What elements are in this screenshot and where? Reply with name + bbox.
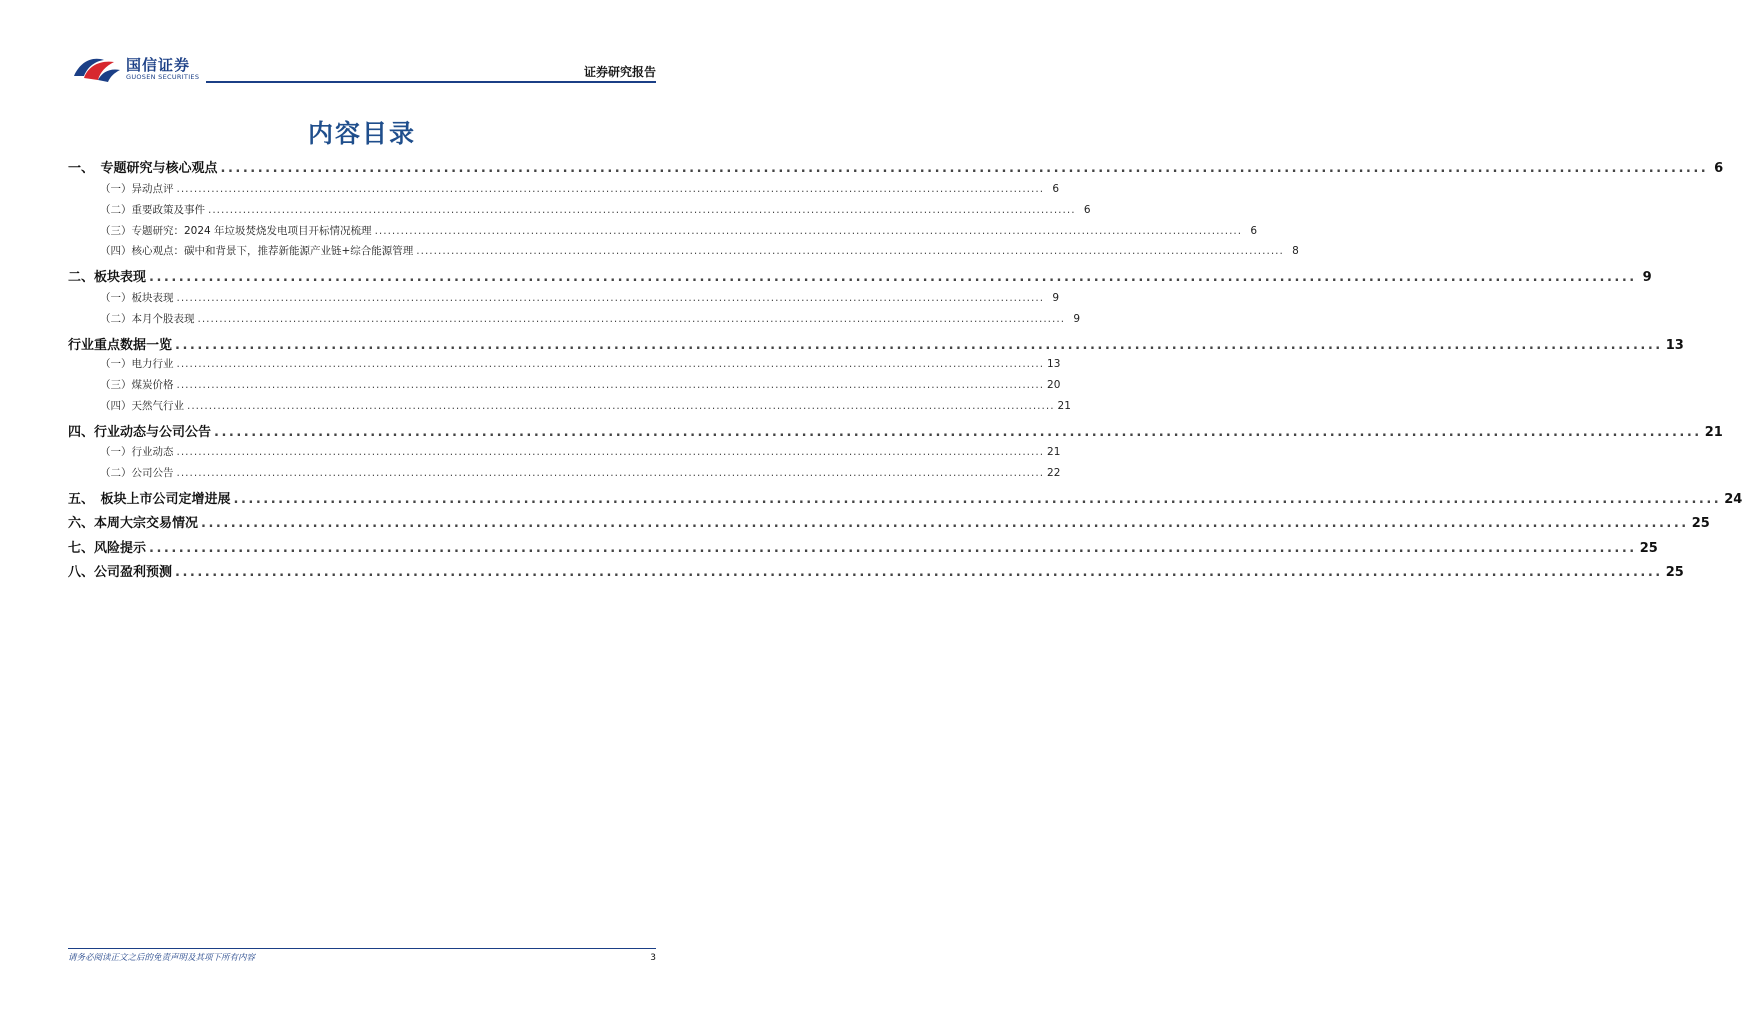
- toc-page-number: 6: [1083, 204, 1091, 216]
- toc-section-entry[interactable]: [68, 421, 1723, 440]
- toc-page-number: 6: [1714, 161, 1724, 176]
- toc-entry-title: 五、 板块上市公司定增进展: [68, 492, 231, 507]
- toc-entry-title: （四）天然气行业: [100, 400, 184, 412]
- toc-dot-leader: ........................................................................................................................................................................................................: [197, 313, 1066, 325]
- toc-subsection-entry[interactable]: [68, 181, 1060, 196]
- toc-page-number: 21: [1704, 425, 1723, 440]
- toc-entry-title: （一）行业动态: [100, 446, 174, 458]
- toc-entry-title: （一）异动点评: [100, 183, 174, 195]
- toc-dot-leader: ........................................................................................................................................................................................................: [176, 379, 1045, 391]
- toc-subsection-entry[interactable]: [68, 398, 1071, 413]
- header-divider: [206, 81, 656, 83]
- toc-page-number: 25: [1639, 541, 1658, 556]
- toc-dot-leader: ........................................................................................................................................................................................................: [175, 338, 1663, 353]
- toc-subsection-entry[interactable]: [68, 356, 1061, 371]
- toc-section-entry[interactable]: [68, 561, 1684, 580]
- logo-chinese-name: 国信证券: [126, 56, 191, 74]
- toc-page-number: 6: [1250, 225, 1258, 237]
- toc-entry-title: 四、行业动态与公司公告: [68, 425, 212, 440]
- toc-section-entry[interactable]: [68, 157, 1724, 176]
- toc-entry-title: （二）公司公告: [100, 467, 174, 479]
- toc-subsection-entry[interactable]: [68, 444, 1061, 459]
- toc-dot-leader: ........................................................................................................................................................................................................: [214, 425, 1702, 440]
- toc-section-entry[interactable]: [68, 488, 1742, 507]
- toc-page-number: 6: [1052, 183, 1060, 195]
- toc-page-number: 9: [1073, 313, 1081, 325]
- toc-entry-title: （二）本月个股表现: [100, 313, 195, 325]
- toc-section-entry[interactable]: [68, 512, 1710, 531]
- toc-page-number: 21: [1057, 400, 1071, 412]
- toc-entry-title: （二）重要政策及事件: [100, 204, 205, 216]
- toc-entry-title: 七、风险提示: [68, 541, 147, 556]
- toc-dot-leader: ........................................................................................................................................................................................................: [201, 516, 1689, 531]
- toc-entry-title: （四）核心观点：碳中和背景下，推荐新能源产业链+综合能源管理: [100, 245, 414, 257]
- toc-dot-leader: ........................................................................................................................................................................................................: [374, 225, 1243, 237]
- toc-entry-title: 一、 专题研究与核心观点: [68, 161, 218, 176]
- toc-section-entry[interactable]: [68, 266, 1652, 285]
- toc-dot-leader: ........................................................................................................................................................................................................: [187, 400, 1055, 412]
- toc-dot-leader: ........................................................................................................................................................................................................: [220, 161, 1709, 176]
- toc-subsection-entry[interactable]: [68, 223, 1258, 238]
- toc-page-number: 9: [1642, 270, 1652, 285]
- page-number: 3: [650, 953, 656, 963]
- toc-page-number: 22: [1047, 467, 1061, 479]
- page-header: [0, 0, 724, 90]
- toc-dot-leader: ........................................................................................................................................................................................................: [149, 541, 1637, 556]
- toc-subsection-entry[interactable]: [68, 465, 1061, 480]
- toc-dot-leader: ........................................................................................................................................................................................................: [176, 292, 1045, 304]
- toc-subsection-entry[interactable]: [68, 377, 1061, 392]
- toc-section-entry[interactable]: [68, 537, 1658, 556]
- toc-subsection-entry[interactable]: [68, 202, 1091, 217]
- toc-dot-leader: ........................................................................................................................................................................................................: [176, 446, 1045, 458]
- toc-subsection-entry[interactable]: [68, 243, 1299, 258]
- toc-page-number: 13: [1665, 338, 1684, 353]
- toc-entry-title: 六、本周大宗交易情况: [68, 516, 199, 531]
- toc-entry-title: （三）专题研究：2024 年垃圾焚烧发电项目开标情况梳理: [100, 225, 372, 237]
- toc-page-number: 9: [1052, 292, 1060, 304]
- toc-dot-leader: ........................................................................................................................................................................................................: [175, 565, 1663, 580]
- toc-subsection-entry[interactable]: [68, 290, 1060, 305]
- disclaimer-note: 请务必阅读正文之后的免责声明及其项下所有内容: [68, 953, 256, 963]
- report-type-label: 证券研究报告: [583, 65, 656, 79]
- toc-entry-title: （三）煤炭价格: [100, 379, 174, 391]
- toc-entry-title: 二、板块表现: [68, 270, 147, 285]
- toc-entry-title: 八、公司盈利预测: [68, 565, 173, 580]
- toc-dot-leader: ........................................................................................................................................................................................................: [176, 183, 1045, 195]
- toc-page-number: 21: [1047, 446, 1061, 458]
- toc-page-number: 8: [1292, 245, 1299, 257]
- guosen-logo: [70, 52, 200, 84]
- footer-divider: [68, 948, 656, 949]
- toc-entry-title: 行业重点数据一览: [68, 338, 173, 353]
- toc-section-entry[interactable]: [68, 334, 1684, 353]
- toc-page-number: 25: [1691, 516, 1710, 531]
- page-title: 内容目录: [307, 119, 416, 148]
- toc-page-number: 24: [1724, 492, 1742, 507]
- toc-dot-leader: ........................................................................................................................................................................................................: [208, 204, 1076, 216]
- toc-entry-title: （一）板块表现: [100, 292, 174, 304]
- toc-subsection-entry[interactable]: [68, 311, 1081, 326]
- logo-english-name: GUOSEN SECURITIES: [126, 73, 200, 81]
- toc-page-number: 20: [1047, 379, 1061, 391]
- toc-dot-leader: ........................................................................................................................................................................................................: [149, 270, 1637, 285]
- toc-entry-title: （一）电力行业: [100, 358, 174, 370]
- toc-dot-leader: ........................................................................................................................................................................................................: [176, 467, 1045, 479]
- toc-page-number: 25: [1665, 565, 1684, 580]
- toc-page-number: 13: [1047, 358, 1061, 370]
- toc-dot-leader: ........................................................................................................................................................................................................: [176, 358, 1045, 370]
- toc-dot-leader: ........................................................................................................................................................................................................: [416, 245, 1284, 257]
- toc-dot-leader: ........................................................................................................................................................................................................: [233, 492, 1722, 507]
- guosen-logo-mark-icon: [70, 52, 122, 84]
